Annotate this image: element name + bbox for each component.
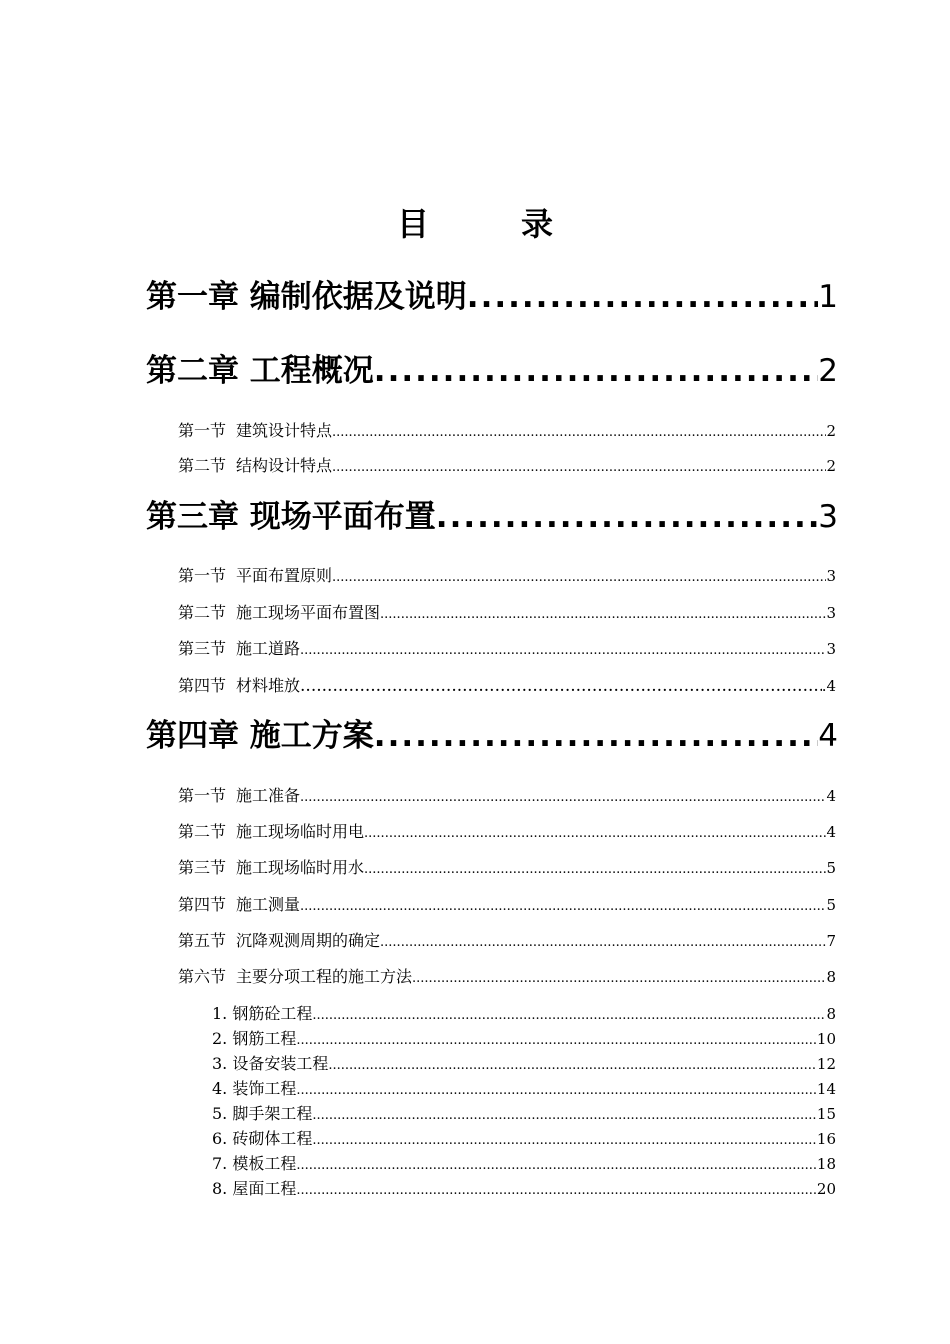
item-label: 1. 钢筋砼工程 (212, 1004, 313, 1023)
section-title: 施工现场临时用电 (236, 822, 365, 841)
chapter-label: 第四章 施工方案 (146, 718, 374, 754)
chapter-label: 第一章 编制依据及说明 (146, 279, 467, 315)
toc-section[interactable] (178, 892, 836, 918)
dot-leader (332, 565, 826, 589)
section-title: 沉降观测周期的确定 (236, 931, 381, 950)
toc-title (0, 202, 950, 246)
dot-leader (296, 1079, 817, 1101)
item-label: 5. 脚手架工程 (212, 1104, 313, 1123)
item-label: 7. 模板工程 (212, 1154, 297, 1173)
toc-section[interactable] (178, 636, 836, 662)
section-number: 第一节 (178, 566, 227, 585)
item-page: 20 (816, 1180, 836, 1198)
dot-leader (332, 455, 826, 479)
item-page: 12 (816, 1055, 836, 1073)
section-number: 第五节 (178, 931, 227, 950)
section-page: 2 (826, 422, 836, 440)
item-label: 4. 装饰工程 (212, 1079, 297, 1098)
dot-leader (300, 638, 826, 662)
item-page: 18 (816, 1155, 836, 1173)
item-label: 6. 砖砌体工程 (212, 1129, 313, 1148)
toc-item[interactable] (212, 1002, 836, 1026)
dot-leader (380, 602, 826, 626)
toc-item[interactable] (212, 1102, 836, 1126)
toc-section[interactable] (178, 819, 836, 845)
toc-item[interactable] (212, 1052, 836, 1076)
toc-section[interactable] (178, 418, 836, 444)
section-number: 第三节 (178, 858, 227, 877)
toc-chapter-1[interactable] (146, 272, 838, 322)
item-label: 2. 钢筋工程 (212, 1029, 297, 1048)
toc-item[interactable] (212, 1077, 836, 1101)
dot-leader (374, 346, 818, 396)
item-page: 10 (816, 1030, 836, 1048)
dot-leader (296, 1154, 817, 1176)
toc-section[interactable] (178, 928, 836, 954)
section-number: 第三节 (178, 639, 227, 658)
section-title: 结构设计特点 (236, 456, 333, 475)
item-page: 16 (816, 1130, 836, 1148)
section-number: 第一节 (178, 421, 227, 440)
toc-section[interactable] (178, 964, 836, 990)
dot-leader (332, 420, 826, 444)
dot-leader (300, 894, 826, 918)
toc-title-left: 目 (396, 205, 429, 243)
dot-leader (312, 1004, 826, 1026)
dot-leader (467, 272, 818, 322)
dot-leader (312, 1104, 817, 1126)
chapter-label: 第三章 现场平面布置 (146, 499, 436, 535)
toc-item[interactable] (212, 1127, 836, 1151)
dot-leader (312, 1129, 817, 1151)
section-title: 平面布置原则 (236, 566, 333, 585)
chapter-page: 3 (818, 499, 838, 535)
section-page: 3 (826, 604, 836, 622)
section-title: 材料堆放 (236, 676, 301, 695)
section-page: 8 (826, 968, 836, 986)
dot-leader (436, 492, 818, 542)
item-label: 3. 设备安装工程 (212, 1054, 329, 1073)
section-number: 第一节 (178, 786, 227, 805)
toc-section[interactable] (178, 453, 836, 479)
section-number: 第二节 (178, 456, 227, 475)
section-page: .4 (821, 677, 836, 695)
dot-leader (300, 785, 826, 809)
dot-leader (300, 673, 822, 699)
section-number: 第二节 (178, 603, 227, 622)
section-number: 第六节 (178, 967, 227, 986)
section-number: 第四节 (178, 895, 227, 914)
item-label: 8. 屋面工程 (212, 1179, 297, 1198)
toc-section[interactable] (178, 563, 836, 589)
chapter-page: 4 (818, 718, 838, 754)
dot-leader (374, 711, 818, 761)
toc-item[interactable] (212, 1177, 836, 1201)
chapter-label: 第二章 工程概况 (146, 353, 374, 389)
section-title: 施工现场临时用水 (236, 858, 365, 877)
chapter-page: 2 (818, 353, 838, 389)
section-page: 2 (826, 457, 836, 475)
toc-item[interactable] (212, 1152, 836, 1176)
section-page: 3 (826, 640, 836, 658)
section-page: 7 (826, 932, 836, 950)
section-title: 施工道路 (236, 639, 301, 658)
dot-leader (412, 966, 826, 990)
section-page: 5 (826, 896, 836, 914)
section-title: 主要分项工程的施工方法 (236, 967, 413, 986)
toc-section[interactable] (178, 855, 836, 881)
chapter-page: 1 (818, 279, 838, 315)
toc-chapter-2[interactable] (146, 346, 838, 396)
dot-leader (296, 1179, 817, 1201)
section-page: 4 (826, 823, 836, 841)
section-page: 4 (826, 787, 836, 805)
item-page: 14 (816, 1080, 836, 1098)
toc-section[interactable] (178, 673, 836, 699)
item-page: 8 (826, 1005, 836, 1023)
section-number: 第四节 (178, 676, 227, 695)
toc-title-right: 录 (521, 205, 554, 243)
dot-leader (380, 930, 826, 954)
dot-leader (364, 857, 826, 881)
section-page: 5 (826, 859, 836, 877)
toc-item[interactable] (212, 1027, 836, 1051)
toc-chapter-3[interactable] (146, 492, 838, 542)
section-page: 3 (826, 567, 836, 585)
item-page: 15 (816, 1105, 836, 1123)
dot-leader (296, 1029, 817, 1051)
section-number: 第二节 (178, 822, 227, 841)
dot-leader (364, 821, 826, 845)
section-title: 施工测量 (236, 895, 301, 914)
section-title: 施工现场平面布置图 (236, 603, 381, 622)
toc-section[interactable] (178, 783, 836, 809)
toc-chapter-4[interactable] (146, 711, 838, 761)
section-title: 施工准备 (236, 786, 301, 805)
dot-leader (328, 1054, 817, 1076)
toc-section[interactable] (178, 600, 836, 626)
section-title: 建筑设计特点 (236, 421, 333, 440)
